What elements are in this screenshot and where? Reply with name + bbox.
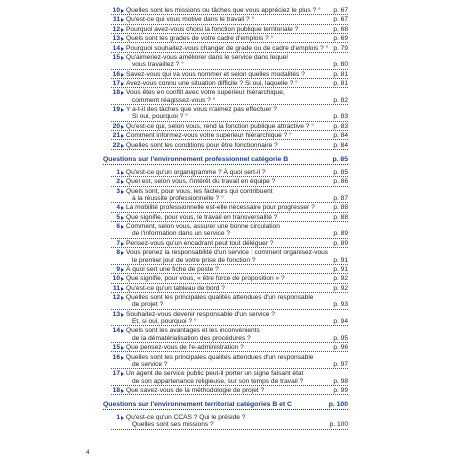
entry-line — [111, 275, 348, 283]
page-reference: p. 89 — [333, 239, 348, 247]
page-reference: p. 69 — [333, 35, 348, 43]
arrow-bullet-icon — [121, 372, 124, 376]
page-reference: p. 93 — [333, 301, 348, 309]
page-reference: p. 79 — [333, 44, 348, 52]
entry-line — [111, 327, 348, 334]
entry-line — [111, 378, 348, 386]
section-title: Questions sur l'environnement professionnel catégorie B — [103, 155, 289, 163]
question-text: Qu'est-ce qu'un CCAS ? Qui le préside ? — [126, 414, 246, 422]
section-page: p. 100 — [328, 401, 348, 409]
entry-line — [111, 61, 348, 69]
entry-line — [111, 294, 348, 301]
page-reference: p. 92 — [333, 275, 348, 283]
question-text: Vous êtes en conflit avec votre supérieur hiérarchique, — [126, 89, 285, 97]
question-number: 15 — [112, 344, 120, 352]
page-reference: p. 83 — [333, 113, 348, 121]
entry-line — [111, 45, 348, 53]
question-number: 14 — [112, 44, 120, 52]
entry-line — [111, 421, 348, 429]
question-text: À quoi sert une fiche de poste ? — [126, 265, 219, 273]
section-heading — [103, 400, 348, 410]
arrow-bullet-icon — [121, 171, 124, 175]
arrow-bullet-icon — [121, 251, 124, 255]
arrow-bullet-icon — [121, 37, 124, 41]
page-reference: p. 89 — [333, 230, 348, 238]
arrow-bullet-icon — [121, 47, 124, 51]
question-text: Comment, selon vous, assurer une bonne circulation — [126, 223, 280, 231]
question-text: Que pensez-vous de l'e-administration ? — [126, 344, 244, 352]
entry-line — [111, 301, 348, 309]
page-reference: p. 91 — [333, 256, 348, 264]
entry-line — [111, 223, 348, 230]
toc-entry[interactable] — [111, 327, 348, 343]
toc-entry[interactable] — [111, 249, 348, 265]
question-text: de projet ? — [132, 301, 164, 309]
toc-entry[interactable] — [111, 16, 348, 24]
entry-line — [111, 414, 348, 421]
page-reference: p. 87 — [333, 194, 348, 202]
page-reference: p. 80 — [333, 61, 348, 69]
entry-line — [111, 370, 348, 377]
arrow-bullet-icon — [121, 206, 124, 210]
entry-line — [111, 89, 348, 96]
question-number: 4 — [116, 204, 120, 212]
arrow-bullet-icon — [121, 313, 124, 317]
arrow-bullet-icon — [121, 225, 124, 229]
question-text: Qu'est-ce qui vous motive dans le travail ? ° — [126, 16, 255, 24]
toc-entry[interactable] — [111, 204, 348, 212]
entry-line — [111, 132, 348, 140]
question-number: 5 — [116, 213, 120, 221]
arrow-bullet-icon — [121, 18, 124, 22]
question-text: Qu'est-ce qu'un organigramme ? À quoi sert-il ? — [126, 168, 266, 176]
page-reference: p. 84 — [333, 141, 348, 149]
page-reference: p. 92 — [333, 284, 348, 292]
toc-entry[interactable] — [111, 89, 348, 105]
question-number: 3 — [116, 187, 120, 195]
arrow-bullet-icon — [121, 268, 124, 272]
entry-line — [111, 71, 348, 79]
toc-entry[interactable] — [111, 223, 348, 239]
toc-entry[interactable] — [111, 311, 348, 327]
arrow-bullet-icon — [121, 346, 124, 350]
toc-entry[interactable] — [111, 169, 348, 177]
question-text: Que signifie, pour vous, « être force de proposition » ? — [126, 275, 285, 283]
question-text: Avez-vous connu une situation difficile ? Si oui, laquelle ? ° — [126, 80, 298, 88]
toc-entry[interactable] — [111, 285, 348, 293]
question-text: Un agent de service public peut-il porter un signe faisant état — [126, 370, 304, 378]
arrow-bullet-icon — [121, 134, 124, 138]
question-text: à la réussite professionnelle ? ° — [132, 194, 224, 202]
question-text: Quelles sont les conditions pour être fonctionnaire ? — [126, 141, 278, 149]
question-text: le premier jour de votre prise de fonction ? — [132, 256, 256, 264]
toc-entry[interactable] — [111, 354, 348, 370]
toc-entry[interactable] — [111, 275, 348, 283]
toc-entry[interactable] — [111, 178, 348, 186]
page-reference: p. 81 — [333, 80, 348, 88]
page-reference: p. 82 — [333, 96, 348, 104]
question-number: 2 — [116, 178, 120, 186]
entry-line — [111, 123, 348, 131]
question-number: 16 — [112, 353, 120, 361]
question-number: 17 — [112, 80, 120, 88]
arrow-bullet-icon — [121, 389, 124, 393]
page-reference: p. 81 — [333, 70, 348, 78]
toc-entry[interactable] — [111, 240, 348, 248]
arrow-bullet-icon — [121, 216, 124, 220]
question-text: Comment informez-vous votre supérieur hiérarchique ? ° — [126, 132, 292, 140]
entry-line — [111, 16, 348, 24]
question-text: Et, si oui, pourquoi ? ° — [132, 318, 197, 326]
question-text: de la dématérialisation des procédures ? — [132, 334, 251, 342]
entry-line — [111, 80, 348, 88]
page-reference: p. 85 — [333, 168, 348, 176]
arrow-bullet-icon — [121, 73, 124, 77]
question-text: Souhaitez-vous devenir responsable d'un service ? — [126, 310, 275, 318]
toc-entry[interactable] — [111, 132, 348, 140]
arrow-bullet-icon — [121, 56, 124, 60]
page-reference: p. 84 — [333, 132, 348, 140]
question-number: 13 — [112, 35, 120, 43]
question-text: Quelles sont les missions ou tâches que vous appréciez le plus ? ° — [126, 7, 321, 14]
question-number: 9 — [116, 265, 120, 273]
table-of-contents — [103, 7, 348, 431]
entry-line — [111, 195, 348, 203]
toc-entry[interactable] — [111, 414, 348, 430]
question-number: 15 — [112, 53, 120, 61]
entry-line — [111, 178, 348, 186]
toc-entry[interactable] — [111, 370, 348, 386]
entry-line — [111, 188, 348, 195]
entry-line — [111, 285, 348, 293]
entry-line — [111, 35, 348, 43]
arrow-bullet-icon — [121, 28, 124, 32]
question-text: Pourquoi avez-vous choisi la fonction publique territoriale ? — [126, 25, 299, 33]
question-number: 11 — [113, 16, 120, 24]
question-text: La mobilité professionnelle est-elle nécessaire pour progresser ? — [126, 204, 315, 212]
entry-line — [111, 230, 348, 238]
toc-entry[interactable] — [111, 26, 348, 34]
question-number: 17 — [112, 370, 120, 378]
question-number: 22 — [112, 141, 120, 149]
question-number: 21 — [112, 132, 120, 140]
arrow-bullet-icon — [121, 144, 124, 148]
question-number: 7 — [116, 239, 120, 247]
page-reference: p. 100 — [329, 421, 348, 429]
page-reference: p. 83 — [333, 122, 348, 130]
page-reference: p. 95 — [333, 334, 348, 342]
toc-entry[interactable] — [111, 80, 348, 88]
question-text: Que savez-vous de la méthodologie de projet ? — [126, 386, 265, 394]
entry-line — [111, 335, 348, 343]
toc-entry[interactable] — [111, 294, 348, 310]
entry-line — [111, 387, 348, 395]
arrow-bullet-icon — [121, 287, 124, 291]
question-text: Quelles sont les principales qualités attendues d'un responsable — [126, 294, 314, 302]
question-number: 11 — [113, 284, 120, 292]
toc-entry[interactable] — [111, 266, 348, 274]
section-title: Questions sur l'environnement territorial catégories B et C — [103, 401, 292, 409]
toc-entry[interactable] — [111, 142, 348, 150]
question-number: 20 — [112, 122, 120, 130]
question-text: de son appartenance religieuse, sur son temps de travail ? — [132, 377, 304, 385]
toc-entry[interactable] — [111, 71, 348, 79]
question-text: Quel est, selon vous, l'intérêt du travail en équipe ? — [126, 178, 276, 186]
entry-line — [111, 311, 348, 318]
question-text: Qu'est-ce qui, selon vous, rend la fonction publique attractive ? ° — [126, 122, 314, 130]
question-number: 10 — [112, 275, 120, 283]
arrow-bullet-icon — [121, 277, 124, 281]
page-reference: p. 99 — [333, 386, 348, 394]
arrow-bullet-icon — [121, 356, 124, 360]
toc-entry[interactable] — [111, 7, 348, 15]
arrow-bullet-icon — [121, 329, 124, 333]
toc-entry[interactable] — [111, 188, 348, 204]
toc-entry[interactable] — [111, 123, 348, 131]
page-reference: p. 94 — [333, 318, 348, 326]
question-text: Qu'aimeriez-vous améliorer dans le service dans lequel — [126, 53, 288, 61]
page-reference: p. 96 — [333, 344, 348, 352]
page-reference: p. 98 — [333, 377, 348, 385]
question-text: Quels sont les avantages et les inconvénients — [126, 327, 260, 335]
toc-entry[interactable] — [111, 35, 348, 43]
question-text: vous travaillez ? ° — [132, 61, 184, 69]
arrow-bullet-icon — [121, 125, 124, 129]
toc-entry[interactable] — [111, 387, 348, 395]
section-heading — [103, 155, 348, 165]
arrow-bullet-icon — [121, 82, 124, 86]
question-text: Quels sont, pour vous, les facteurs qui contribuent — [126, 187, 273, 195]
entry-line — [111, 26, 348, 34]
question-number: 12 — [112, 25, 120, 33]
entry-line — [111, 142, 348, 150]
question-text: Quelles sont ses missions ? — [132, 421, 214, 429]
page-reference: p. 68 — [333, 25, 348, 33]
question-text: comment réagissez-vous ? ° — [132, 96, 216, 104]
arrow-bullet-icon — [121, 180, 124, 184]
question-text: Que signifie, pour vous, le travail en transversalité ? — [126, 213, 278, 221]
question-text: Savez-vous qui va vous nommer et selon quelles modalités ? — [126, 70, 305, 78]
question-number: 10 — [112, 7, 120, 14]
toc-entry[interactable] — [111, 106, 348, 122]
question-number: 19 — [112, 106, 120, 114]
question-text: Quelles sont les principales qualités attendues d'un responsable — [126, 353, 314, 361]
question-number: 1 — [116, 168, 120, 176]
page-reference: p. 88 — [333, 204, 348, 212]
question-number: 16 — [112, 70, 120, 78]
question-number: 1 — [116, 414, 120, 422]
question-text: de l'information dans un service ? — [132, 230, 231, 238]
toc-entry[interactable] — [111, 45, 348, 53]
question-text: Qu'est-ce qu'un tableau de bord ? — [126, 284, 225, 292]
arrow-bullet-icon — [121, 190, 124, 194]
question-number: 18 — [112, 386, 120, 394]
section-page: p. 85 — [332, 155, 348, 163]
question-text: de service ? — [132, 360, 168, 368]
question-number: 12 — [112, 294, 120, 302]
page-reference: p. 97 — [333, 360, 348, 368]
question-number: 6 — [116, 223, 120, 231]
toc-entry[interactable] — [111, 344, 348, 352]
page-reference: p. 67 — [333, 7, 348, 14]
toc-entry[interactable] — [111, 54, 348, 70]
entry-line — [111, 169, 348, 177]
entry-line — [111, 249, 348, 256]
question-text: Quels sont les grades de votre cadre d'emplois ? ° — [126, 35, 274, 43]
question-text: Pensez-vous qu'un encadrant peut tout déléguer ? — [126, 239, 274, 247]
question-number: 14 — [112, 327, 120, 335]
entry-line — [111, 318, 348, 326]
page-number: 4 — [86, 449, 90, 456]
arrow-bullet-icon — [121, 91, 124, 95]
arrow-bullet-icon — [121, 296, 124, 300]
entry-line — [111, 361, 348, 369]
question-number: 13 — [112, 310, 120, 318]
arrow-bullet-icon — [121, 242, 124, 246]
entry-line — [111, 214, 348, 222]
entry-line — [111, 240, 348, 248]
entry-line — [111, 204, 348, 212]
question-text: Si oui, pourquoi ? ° — [132, 113, 188, 121]
arrow-bullet-icon — [121, 416, 124, 420]
arrow-bullet-icon — [121, 9, 124, 13]
toc-entry[interactable] — [111, 214, 348, 222]
page-reference: p. 67 — [333, 16, 348, 24]
entry-line — [111, 257, 348, 265]
question-number: 18 — [112, 89, 120, 97]
page-reference: p. 88 — [333, 213, 348, 221]
entry-line — [111, 113, 348, 121]
page-reference: p. 86 — [333, 178, 348, 186]
question-text: Vous prenez la responsabilité d'un service : comment organisez-vous — [126, 249, 329, 257]
entry-line — [111, 266, 348, 274]
question-text: Y a-t-il des tâches que vous n'aimez pas effectuer ? — [126, 106, 277, 114]
entry-line — [111, 354, 348, 361]
entry-line — [111, 7, 348, 15]
arrow-bullet-icon — [121, 108, 124, 112]
page-reference: p. 91 — [333, 265, 348, 273]
question-number: 8 — [116, 249, 120, 257]
question-text: Pourquoi souhaitez-vous changer de grade ou de cadre d'emplois ? ° — [126, 44, 329, 52]
entry-line — [111, 97, 348, 105]
entry-line — [111, 344, 348, 352]
